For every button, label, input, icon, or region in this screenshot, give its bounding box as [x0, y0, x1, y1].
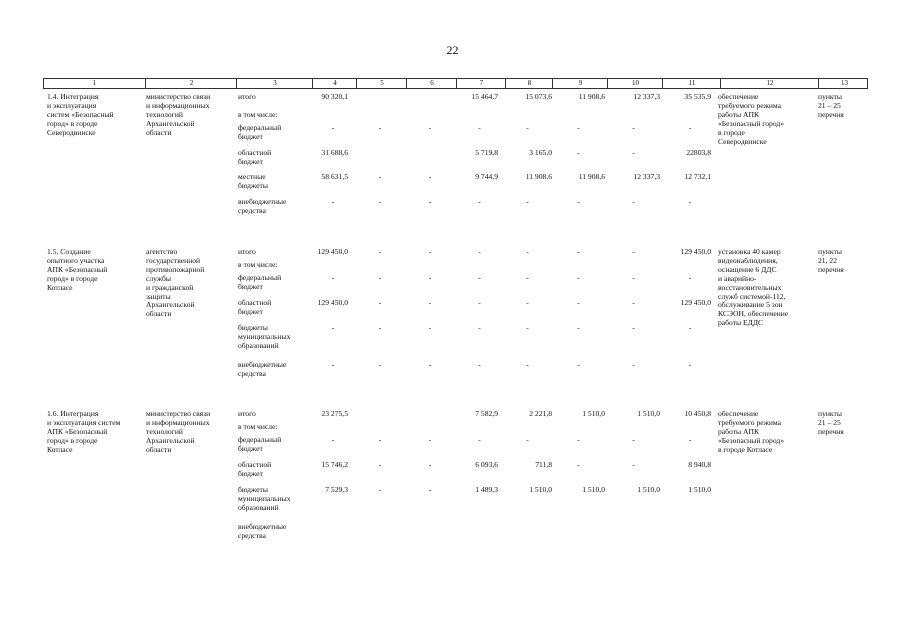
list-points-line: 21 – 25	[818, 100, 841, 110]
expected-result-line: работы АПК	[718, 426, 760, 436]
funding-value-cell: -	[577, 148, 580, 157]
executor-line: Архангельской	[146, 118, 195, 128]
header-col-9: 9	[552, 79, 608, 88]
funding-value-cell: -	[577, 360, 580, 369]
header-col-2: 2	[145, 79, 237, 88]
funding-source-label: федеральный	[238, 435, 282, 444]
measure-name-line: 1.4. Интеграция	[47, 92, 99, 101]
measure-name-line: Котласе	[47, 282, 73, 292]
funding-source-label: бюджеты	[238, 323, 268, 332]
expected-result-line: оснащение 6 ДДС	[718, 264, 777, 274]
funding-value-cell: 2 221,8	[529, 409, 552, 418]
funding-value-cell: -	[688, 273, 692, 282]
funding-value-cell: 1 510,0	[529, 485, 552, 494]
table-header-row	[43, 78, 868, 89]
expected-result-line: обслуживание 5 зон	[718, 300, 783, 310]
list-points-line: пункты	[818, 92, 842, 101]
expected-result-line: и аварийно-	[718, 273, 757, 283]
funding-source-label: итого	[238, 247, 256, 256]
funding-value-cell: -	[378, 460, 382, 469]
measure-name-line: опытного участка	[47, 255, 105, 265]
funding-value-cell: -	[428, 298, 432, 307]
expected-result-line: восстановительных	[718, 282, 782, 292]
funding-value-cell: -	[632, 197, 635, 206]
funding-source-label: образований	[238, 340, 279, 350]
expected-result-line: «Безопасный город»	[718, 435, 785, 445]
funding-value-cell: -	[428, 197, 432, 206]
funding-source-label: местные	[238, 172, 266, 181]
executor-line: области	[146, 127, 172, 137]
measure-name-line: систем «Безопасный	[47, 109, 114, 119]
funding-source-label: бюджет	[238, 468, 263, 478]
funding-value-cell: -	[526, 123, 529, 132]
funding-value-cell: -	[577, 123, 580, 132]
funding-value-cell: -	[378, 172, 382, 181]
executor-line: министерство связи	[146, 409, 211, 418]
funding-value-cell: 90 320,1	[321, 92, 348, 101]
executor-line: и гражданской	[146, 282, 194, 292]
executor-line: службы	[146, 273, 171, 283]
funding-value-cell: -	[428, 485, 432, 494]
funding-value-cell: 9 744,9	[475, 172, 498, 181]
list-points-line: пункты	[818, 409, 842, 418]
funding-value-cell: -	[378, 360, 382, 369]
funding-value-cell: -	[577, 197, 580, 206]
measure-name-line: АПК «Безопасный	[47, 264, 108, 274]
funding-value-cell: 22803,8	[686, 148, 711, 157]
expected-result-line: в городе	[718, 127, 745, 137]
expected-result-line: служб системой-112,	[718, 291, 786, 301]
funding-source-label: бюджет	[238, 156, 263, 166]
funding-value-cell: -	[632, 460, 635, 469]
funding-value-cell: -	[577, 273, 580, 282]
funding-value-cell: -	[428, 360, 432, 369]
funding-source-label: итого	[238, 409, 256, 418]
list-points-line: перечня	[818, 109, 844, 119]
funding-value-cell: 5 719,8	[475, 148, 498, 157]
funding-value-cell: 11 908,6	[578, 172, 605, 181]
funding-value-cell: -	[632, 148, 635, 157]
funding-value-cell: -	[378, 123, 382, 132]
expected-result-line: работы АПК	[718, 109, 760, 119]
funding-value-cell: -	[331, 273, 335, 282]
funding-value-cell: 58 631,5	[321, 172, 348, 181]
measure-name-line: АПК «Безопасный	[47, 426, 108, 436]
funding-value-cell: -	[378, 197, 382, 206]
funding-source-label: областной	[238, 148, 272, 157]
funding-value-cell: -	[331, 435, 335, 444]
funding-value-cell: -	[632, 247, 635, 256]
page-number: 22	[446, 43, 459, 57]
funding-value-cell: -	[478, 123, 481, 132]
list-points-line: перечня	[818, 264, 844, 274]
funding-value-cell: -	[577, 298, 580, 307]
expected-result-line: обеспечение	[718, 92, 759, 101]
funding-source-label: внебюджетные	[238, 522, 287, 531]
expected-result-line: в городе Котласе	[718, 444, 773, 454]
measure-name-line: город» в городе	[47, 273, 98, 283]
funding-value-cell: 7 529,3	[325, 485, 348, 494]
funding-value-cell: -	[688, 197, 692, 206]
expected-result-line: установка 40 камер	[718, 247, 781, 256]
funding-value-cell: 129 450,0	[680, 247, 711, 256]
executor-line: области	[146, 444, 172, 454]
funding-value-cell: 15 746,2	[321, 460, 348, 469]
expected-result-line: обеспечение	[718, 409, 759, 418]
funding-value-cell: -	[688, 435, 692, 444]
executor-line: технологий	[146, 109, 183, 119]
funding-value-cell: -	[632, 298, 635, 307]
funding-value-cell: -	[632, 323, 635, 332]
funding-source-label: областной	[238, 298, 272, 307]
header-col-4: 4	[312, 79, 357, 88]
list-points-line: перечня	[818, 426, 844, 436]
executor-line: Архангельской	[146, 435, 195, 445]
list-points-line: пункты	[818, 247, 842, 256]
expected-result-line: требуемого режима	[718, 417, 782, 427]
funding-value-cell: -	[331, 360, 335, 369]
header-col-12: 12	[720, 79, 819, 88]
funding-value-cell: -	[478, 435, 481, 444]
funding-source-label: областной	[238, 460, 272, 469]
funding-source-label: бюджет	[238, 443, 263, 453]
header-col-7: 7	[456, 79, 506, 88]
funding-value-cell: -	[526, 197, 529, 206]
funding-value-cell: 1 489,3	[475, 485, 498, 494]
executor-line: и информационных	[146, 417, 210, 427]
funding-value-cell: -	[577, 460, 580, 469]
funding-value-cell: -	[428, 247, 432, 256]
funding-value-cell: -	[428, 323, 432, 332]
funding-value-cell: 1 510,0	[582, 409, 605, 418]
executor-line: государственной	[146, 255, 201, 265]
funding-value-cell: -	[632, 273, 635, 282]
funding-source-label: бюджеты	[238, 180, 268, 190]
funding-value-cell: -	[632, 123, 635, 132]
measure-name-line: город» в городе	[47, 118, 98, 128]
measure-name-line: и эксплуатация	[47, 100, 97, 110]
funding-value-cell: 711,8	[535, 460, 552, 469]
funding-value-cell: 12 337,3	[633, 172, 660, 181]
expected-result-line: работы ЕДДС	[718, 318, 764, 328]
funding-source-label: бюджет	[238, 131, 263, 141]
executor-line: области	[146, 309, 172, 319]
funding-value-cell: 129 450,0	[680, 298, 711, 307]
funding-source-label: в том числе:	[238, 422, 278, 431]
funding-value-cell: -	[331, 323, 335, 332]
funding-value-cell: -	[378, 435, 382, 444]
funding-value-cell: -	[478, 323, 481, 332]
funding-value-cell: 6 093,6	[475, 460, 498, 469]
funding-value-cell: -	[428, 435, 432, 444]
header-col-11: 11	[662, 79, 721, 88]
funding-value-cell: 129 450,0	[317, 247, 348, 256]
funding-value-cell: -	[688, 323, 692, 332]
expected-result-line: требуемого режима	[718, 100, 782, 110]
executor-line: и информационных	[146, 100, 210, 110]
funding-value-cell: -	[526, 298, 529, 307]
header-col-3: 3	[236, 79, 313, 88]
executor-line: агентство	[146, 247, 178, 256]
funding-source-label: бюджет	[238, 306, 263, 316]
funding-source-label: образований	[238, 502, 279, 512]
funding-source-label: внебюджетные	[238, 197, 287, 206]
funding-source-label: в том числе:	[238, 260, 278, 269]
executor-line: министерство связи	[146, 92, 211, 101]
funding-value-cell: -	[378, 323, 382, 332]
funding-source-label: бюджеты	[238, 485, 268, 494]
funding-value-cell: 35 535,9	[684, 92, 711, 101]
expected-result-line: Северодвинске	[718, 136, 767, 146]
expected-result-line: видеонаблюдения,	[718, 255, 778, 265]
header-col-6: 6	[406, 79, 457, 88]
funding-value-cell: 15 464,7	[471, 92, 498, 101]
funding-value-cell: -	[478, 273, 481, 282]
funding-value-cell: -	[428, 172, 432, 181]
funding-source-label: внебюджетные	[238, 360, 287, 369]
funding-value-cell: -	[378, 298, 382, 307]
executor-line: Архангельской	[146, 300, 195, 310]
funding-value-cell: -	[478, 197, 481, 206]
funding-value-cell: 1 510,0	[688, 485, 711, 494]
funding-source-label: федеральный	[238, 273, 282, 282]
funding-source-label: в том числе:	[238, 110, 278, 119]
funding-value-cell: -	[378, 247, 382, 256]
funding-value-cell: 8 940,8	[688, 460, 711, 469]
header-col-10: 10	[607, 79, 663, 88]
header-col-5: 5	[356, 79, 407, 88]
funding-source-label: муниципальных	[238, 493, 291, 503]
measure-name-line: Котласе	[47, 444, 73, 454]
funding-value-cell: 1 510,0	[637, 409, 660, 418]
funding-value-cell: 1 510,0	[582, 485, 605, 494]
funding-value-cell: -	[331, 197, 335, 206]
funding-value-cell: 31 688,6	[321, 148, 348, 157]
funding-value-cell: -	[428, 460, 432, 469]
funding-value-cell: 12 732,1	[684, 172, 711, 181]
expected-result-line: КСЭОН, обеспечение	[718, 309, 789, 319]
funding-value-cell: -	[378, 485, 382, 494]
funding-value-cell: 1 510,0	[637, 485, 660, 494]
funding-value-cell: -	[526, 323, 529, 332]
funding-value-cell: 7 582,9	[475, 409, 498, 418]
funding-value-cell: -	[632, 435, 635, 444]
funding-source-label: муниципальных	[238, 331, 291, 341]
funding-value-cell: 15 073,6	[525, 92, 552, 101]
funding-value-cell: 11 908,6	[578, 92, 605, 101]
measure-name-line: 1.6. Интеграция	[47, 409, 99, 418]
expected-result-line: «Безопасный город»	[718, 118, 785, 128]
funding-source-label: федеральный	[238, 123, 282, 132]
funding-value-cell: -	[331, 123, 335, 132]
funding-source-label: средства	[238, 530, 266, 540]
funding-source-label: средства	[238, 205, 266, 215]
funding-value-cell: -	[478, 247, 481, 256]
funding-value-cell: -	[428, 123, 432, 132]
funding-value-cell: 129 450,0	[317, 298, 348, 307]
executor-line: противопожарной	[146, 264, 205, 274]
funding-value-cell: 12 337,3	[633, 92, 660, 101]
funding-value-cell: -	[526, 247, 529, 256]
funding-value-cell: 3 165,0	[529, 148, 552, 157]
funding-value-cell: -	[478, 298, 481, 307]
measure-name-line: город» в городе	[47, 435, 98, 445]
header-col-1: 1	[92, 79, 97, 87]
header-col-8: 8	[505, 79, 553, 88]
funding-value-cell: -	[688, 360, 692, 369]
funding-value-cell: -	[428, 273, 432, 282]
measure-name-line: и эксплуатация систем	[47, 417, 121, 427]
funding-source-label: итого	[238, 92, 256, 101]
funding-value-cell: -	[577, 247, 580, 256]
funding-value-cell: -	[378, 273, 382, 282]
funding-source-label: бюджет	[238, 281, 263, 291]
list-points-line: 21, 22	[818, 255, 837, 265]
measure-name-line: Северодвинске	[47, 127, 96, 137]
funding-value-cell: -	[632, 360, 635, 369]
funding-value-cell: -	[478, 360, 481, 369]
funding-value-cell: -	[688, 123, 692, 132]
funding-source-label: средства	[238, 368, 266, 378]
funding-value-cell: -	[577, 323, 580, 332]
executor-line: технологий	[146, 426, 183, 436]
funding-value-cell: 23 275,5	[321, 409, 348, 418]
funding-value-cell: 11 908,6	[525, 172, 552, 181]
measure-name-line: 1.5. Создание	[47, 247, 91, 256]
funding-value-cell: -	[526, 435, 529, 444]
funding-value-cell: -	[526, 273, 529, 282]
funding-value-cell: -	[526, 360, 529, 369]
funding-value-cell: -	[577, 435, 580, 444]
header-col-13: 13	[818, 79, 870, 88]
funding-value-cell: 10 450,8	[684, 409, 711, 418]
executor-line: защиты	[146, 291, 171, 301]
list-points-line: 21 – 25	[818, 417, 841, 427]
